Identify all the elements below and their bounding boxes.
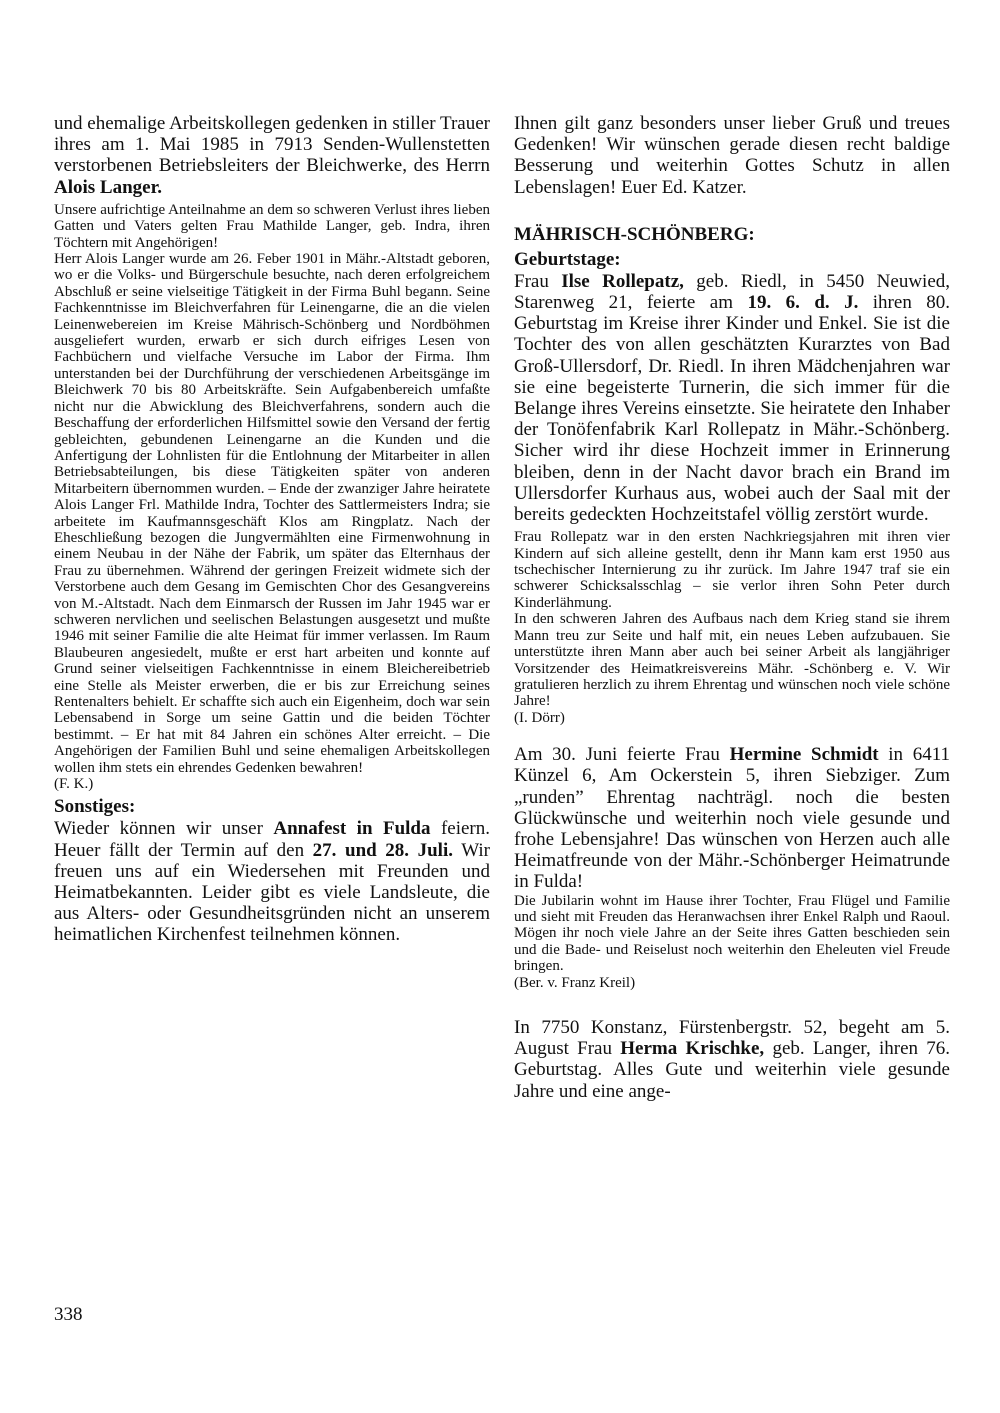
region-heading: MÄHRISCH-SCHÖNBERG: — [514, 223, 755, 245]
rollepatz-rebuild-paragraph: In den schweren Jahren des Aufbaus nach dem Krieg stand sie ihrem Mann treu zur Seite und half mit, ein neues Leben aufzubauen. Sie unterstützte ihren Mann aber auch bei seiner Arbeit als langjähriger Vorsitzender des Heimatkreisvereins Mähr. -Schönberg e. V. Wir gratulieren herzlich zu ihrem Ehrentag und wünschen noch viele schöne Jahre! — [514, 611, 950, 710]
left-column — [54, 113, 490, 946]
obituary-intro — [54, 113, 490, 198]
schmidt-text-1: Am 30. Juni feierte Frau — [514, 744, 720, 766]
biography-paragraph: Herr Alois Langer wurde am 26. Feber 1901 in Mähr.-Altstadt geboren, wo er die Volks- und Bürgerschule besuchte, nach deren erfolgreichem Abschluß er seine vielseitige Tätigkeit in der Firma Buhl begann. Seine Fachkenntnisse im Bleichverfahren für Leinengarne, die an die vielen Leinenwebereien im Kreise Mährisch-Schönberg und Nordböhmen ausgeliefert wurden, erwarb er sich durch eifriges Lesen von Fachbüchern und vielfache Versuche im Labor der Firma. Ihm unterstanden bei der Durchführung der verschiedenen Arbeitsgänge im Bleichwerk 70 bis 80 Arbeitskräfte. Sein Aufgabenbereich umfaßte nicht nur die Abwicklung des Bleichverfahrens, sondern auch die Beschaffung der erforderlichen Hilfsmittel sowie den Versand der fertig gebleichten, gebundenen Leinengarne an die Kunden und die Anfertigung der Lohnlisten für die Entlohnung der Mitarbeiter in allen Betriebsabteilungen, bis diese Tätigkeiten später von anderen Mitarbeitern übernommen wurden. – Ende der zwanziger Jahre heiratete Alois Langer Frl. Mathilde Indra, Tochter des Sattlermeisters Indra; sie arbeitete im Kaufmannsgeschäft Klos am Ringplatz. Nach der Eheschließung bezogen die Jungvermählten eine Firmenwohnung in einem Neubau in der Nähe der Fabrik, um später das Elternhaus der Frau zu übernehmen. Während der geringen Freizeit widmete sich der Verstorbene auch dem Gesang im Gemischten Chor des Gesangvereins von M.-Altstadt. Nach dem Einmarsch der Russen im Jahr 1945 war er schweren nervlichen und seelischen Belastungen ausgesetzt und mußte 1946 mit seiner Familie die alte Heimat für immer verlassen. Im Raum Blaubeuren angesiedelt, mußte er erst hart arbeiten und konnte auf Grund seiner vielseitigen Fachkenntnisse in einem Bleichereibetrieb eine Stelle als Meister erwerben, die er bis zur Erreichung seines Rentenalters behielt. Er schaffte sich auch ein Eigenheim, doch war sein Lebensabend in Sorge um seine Gattin und die beiden Töchter bestimmt. – Er hat mit 84 Jahren ein schönes Alter erreicht. – Die Angehörigen der Familien Buhl und seine ehemaligen Arbeitskollegen wollen ihm stets ein ehrendes Gedenken bewahren! — [54, 251, 490, 776]
schmidt-family-paragraph: Die Jubilarin wohnt im Hause ihrer Tochter, Frau Flügel und Familie und sieht mit Freuden das Heranwachsen ihrer Enkel Ralph und Raoul. Mögen ihr noch viele Jahre an der Seite ihres Gatten beschieden sein und die Bade- und Reiselust noch weiterhin den Eheleuten viel Freude bringen. — [514, 892, 950, 975]
page-number: 338 — [54, 1304, 83, 1325]
rollepatz-text-2: geb. Riedl, in 5450 Neuwied, Starenweg 21, feierte am — [514, 270, 951, 314]
rollepatz-text-3: ihren 80. Geburtstag im Kreise ihrer Kinder und Enkel. Sie ist die Tochter des von allen geschätzten Kurarztes von Bad Groß-Ullersdorf, Dr. Riedl. In ihren Mädchenjahren war sie eine begeisterte Turnerin, die sich immer für die Belange ihres Vereins einsetzte. Sie heiratete den Inhaber der Tonöfenfabrik Karl Rollepatz in Mähr.-Schönberg. Sicher wird ihr diese Hochzeit immer in Erinnerung bleiben, denn in der Nacht davor brach ein Brand im Ullersdorfer Kurhaus aus, wobei auch der Saal mit der bereits gedeckten Hochzeitstafel völlig zerstört wurde. — [514, 292, 951, 526]
rollepatz-postwar-paragraph: Frau Rollepatz war in den ersten Nachkriegsjahren mit ihren vier Kindern auf sich alleine gestellt, denn ihr Mann kam erst 1950 aus tschechischer Internierung zu ihr zurück. Im Jahre 1947 traf sie ein schwerer Schicksalsschlag – sie verlor ihren Sohn Peter durch Kinderlähmung. — [514, 529, 950, 611]
annafest-date: 27. und 28. Juli. — [312, 839, 453, 861]
right-column — [514, 113, 950, 1102]
birthdays-heading: Geburtstage: — [514, 248, 621, 270]
greeting-paragraph: Ihnen gilt ganz besonders unser lieber Gruß und treues Gedenken! Wir wünschen gerade diesen recht baldige Besserung und weiterhin Gottes Schutz in allen Lebenslagen! Euer Ed. Katzer. — [514, 113, 950, 198]
rollepatz-date: 19. 6. d. J. — [747, 292, 859, 314]
krischke-paragraph — [514, 1017, 950, 1102]
annafest-text-1: Wieder können wir unser — [54, 818, 263, 840]
biography-signature: (F. K.) — [54, 776, 94, 793]
krischke-text-1: In 7750 Konstanz, Fürstenbergstr. 52, begeht am 5. August Frau — [514, 1016, 950, 1060]
rollepatz-signature: (I. Dörr) — [514, 709, 565, 726]
schmidt-name: Hermine Schmidt — [729, 744, 879, 766]
rollepatz-paragraph — [514, 271, 950, 525]
condolence-paragraph: Unsere aufrichtige Anteilnahme an dem so schweren Verlust ihres lieben Gatten und Vaters gelten Frau Mathilde Langer, geb. Indra, ihren Töchtern mit Angehörigen! — [54, 201, 490, 251]
annafest-location: Annafest in Fulda — [273, 818, 431, 840]
sonstiges-heading: Sonstiges: — [54, 796, 136, 818]
schmidt-signature: (Ber. v. Franz Kreil) — [514, 974, 636, 991]
annafest-text-3: Wir freuen uns auf ein Wiedersehen mit Freunden und Heimatbekannten. Leider gibt es viele Landsleute, die aus Alters- oder Gesundheitsgründen nicht an unserem heimatlichen Kirchenfest teilnehmen können. — [54, 839, 490, 946]
obituary-intro-text: und ehemalige Arbeitskollegen gedenken in stiller Trauer ihres am 1. Mai 1985 in 7913 Senden-Wullenstetten verstorbenen Betriebsleiters der Bleichwerke, des Herrn — [54, 113, 490, 177]
rollepatz-name: Ilse Rollepatz, — [561, 270, 684, 292]
rollepatz-text-1: Frau — [514, 270, 549, 292]
annafest-paragraph — [54, 818, 490, 945]
schmidt-text-2: in 6411 Künzel 6, Am Ockerstein 5, ihren Siebziger. Zum „runden” Ehrentag nachträgl. noch die besten Glückwünsche und weiterhin noch viele gesunde und frohe Lebensjahre! Das wünschen von Herzen auch alle Heimatfreunde von der Mähr.-Schönberger Heimatrunde in Fulda! — [514, 744, 951, 893]
obituary-name: Alois Langer. — [54, 176, 163, 198]
annafest-text-2: feiern. Heuer fällt der Termin auf den — [54, 818, 490, 861]
krischke-name: Herma Krischke, — [620, 1038, 765, 1060]
krischke-text-2: geb. Langer, ihren 76. Geburtstag. Alles Gute und weiterhin viele gesunde Jahre und eine ange- — [514, 1038, 951, 1102]
schmidt-paragraph — [514, 744, 950, 892]
